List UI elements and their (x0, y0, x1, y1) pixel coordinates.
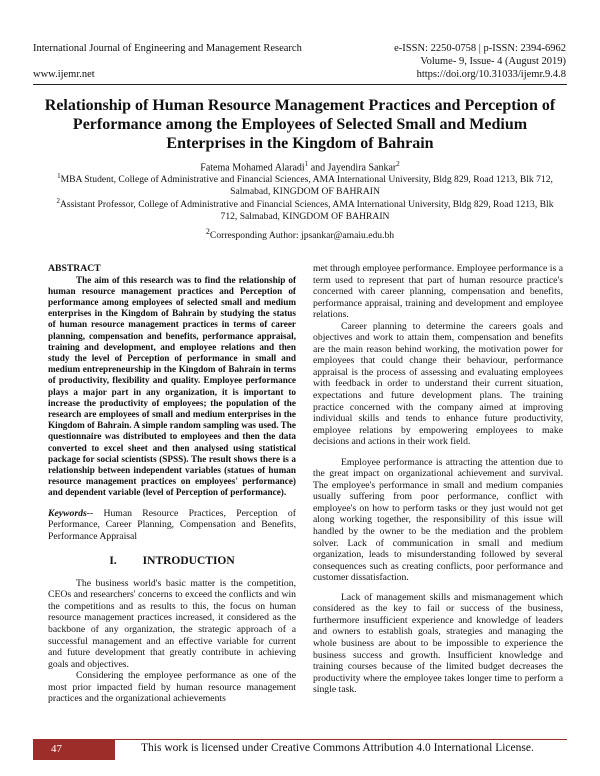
intro-paragraph-1: The business world's basic matter is the competition, CEOs and researchers' concerns to exceed the conflicts and win the competitions and as results to this, the focus on human resource management practices increased, it considered as the backbone of any organization, the strategic approach of a successful management and an effective variable for current and future development that greatly contribute in achieving goals and objectives. (48, 577, 296, 670)
section-heading-introduction (48, 556, 296, 568)
license-notice[interactable]: This work is licensed under Creative Commons Attribution 4.0 International License. (141, 742, 534, 754)
right-paragraph-3: Employee performance is attracting the attention due to the great impact on organizational achievement and survival. The employee's performance in small and medium companies usually suffering from poor performance, conflict with employee's on how to perform tasks or they just would not get along working together, the responsibility of this issue will handled by the owner to be the mediation and the problem solver. Lack of communication in small and medium organization, leads to misunderstanding followed by several consequences such as creating conflicts, poor performance and customer dissatisfaction. (313, 456, 563, 584)
abstract-heading: ABSTRACT (48, 263, 101, 274)
keywords-text: Human Resource Practices, Perception of Performance, Career Planning, Compensation and Benefits, Performance Appraisal (48, 507, 296, 542)
journal-name: International Journal of Engineering and Management Research (33, 43, 302, 54)
author-second: Jayendira Sankar (327, 162, 397, 174)
affiliation-1-sup: 1 (57, 172, 61, 180)
corresponding-text: Corresponding Author: jpsankar@amaiu.edu.bh (209, 230, 395, 242)
author-first: Fatema Mohamed Alaradi (200, 162, 305, 174)
right-column (313, 263, 563, 696)
affiliation-2 (50, 195, 560, 223)
abstract-text: The aim of this research was to find the relationship of human resource management practices and Perception of performance among employees of selected small and medium enterprises in the Kingdom of Bahrain by studying the status of human resource management practices in terms of career planning, compensation and benefits, performance appraisal, training and development, and employee relations and then study the level of Perception of performance in small and medium entrepreneurship in the Kingdom of Bahrain in terms of productivity, flexibility and quality. Employee performance plays a major part in any organization, it is important to increase the productivity of employees; the population of the research are employees of small and medium enterprises in the Kingdom of Bahrain. A simple random sampling was used. The questionnaire was distributed to employees and then the data converted to excel sheet and then analysed using statistical package for social scientists (SPSS). The result shows there is a relationship between independent variables (statues of human resource management practices on employees' performance) and dependent variable (level of Perception of performance). (48, 274, 296, 498)
author-second-sup: 2 (396, 160, 400, 168)
page-number: 47 (33, 739, 115, 760)
intro-paragraph-2: Considering the employee performance as one of the most prior impacted field by human resource management practices and the organizational achievements (48, 670, 296, 705)
page-footer (33, 739, 567, 760)
right-paragraph-2: Career planning to determine the careers goals and objectives and work to attain them, compensation and benefits are the main reason behind working, the motivation power for employees that could change their behaviour, performance appraisal is the process of assessing and evaluating employees with feedback in order to understand their current situation, expectations and future development plans. The training practice concerned with the company aimed at improving individual skills and tends to enhance future productivity, employee relations by empowering employees to make decisions and actions in their work field. (313, 320, 563, 448)
section-title: INTRODUCTION (142, 555, 235, 568)
keywords (48, 508, 296, 543)
affiliation-2-text: Assistant Professor, College of Administrative and Financial Sciences, AMA International University, Bldg 829, Road 1213, Blk 712, Salmabad, KINGDOM OF BAHRAIN (59, 199, 554, 223)
corresponding-author (40, 227, 560, 241)
left-column (48, 263, 296, 705)
affiliation-1 (50, 170, 560, 198)
affiliation-2-sup: 2 (56, 197, 60, 205)
author-and: and (308, 162, 328, 174)
section-number: I. (109, 555, 117, 568)
keywords-label: Keywords-- (48, 507, 94, 519)
right-paragraph-4: Lack of management skills and mismanagement which considered as the key to fail or success of the business, furthermore insufficient experience and knowledge of leaders and owners to establish goals, strategies and managing the whole business are about to be impossible to experience the business success and growth. Insufficient knowledge and training courses because of the limited budget decreases the productivity where the employee takes longer time to perform a single task. (313, 591, 563, 696)
volume-issue: Volume- 9, Issue- 4 (August 2019) (420, 56, 566, 67)
issn: e-ISSN: 2250-0758 | p-ISSN: 2394-6962 (394, 43, 566, 54)
affiliation-1-text: MBA Student, College of Administrative and Financial Sciences, AMA International University, Bldg 829, Road 1213, Blk 712, Salmabad, KINGDOM OF BAHRAIN (60, 174, 553, 198)
author-first-sup: 1 (304, 160, 309, 168)
right-paragraph-1: met through employee performance. Employee performance is a term used to represent that part of human resource practice's concerned with career planning, compensation and benefits, performance appraisal, training and development and employee relations. (313, 263, 563, 321)
footer-rule (115, 739, 567, 740)
header-rule (33, 84, 567, 85)
paper-title: Relationship of Human Resource Management Practices and Perception of Performance among the Employees of Selected Small and Medium Enterprises in the Kingdom of Bahrain (44, 97, 556, 152)
doi-link[interactable]: https://doi.org/10.31033/ijemr.9.4.8 (416, 69, 566, 80)
corresponding-sup: 2 (205, 227, 210, 236)
journal-website[interactable]: www.ijemr.net (33, 69, 95, 80)
